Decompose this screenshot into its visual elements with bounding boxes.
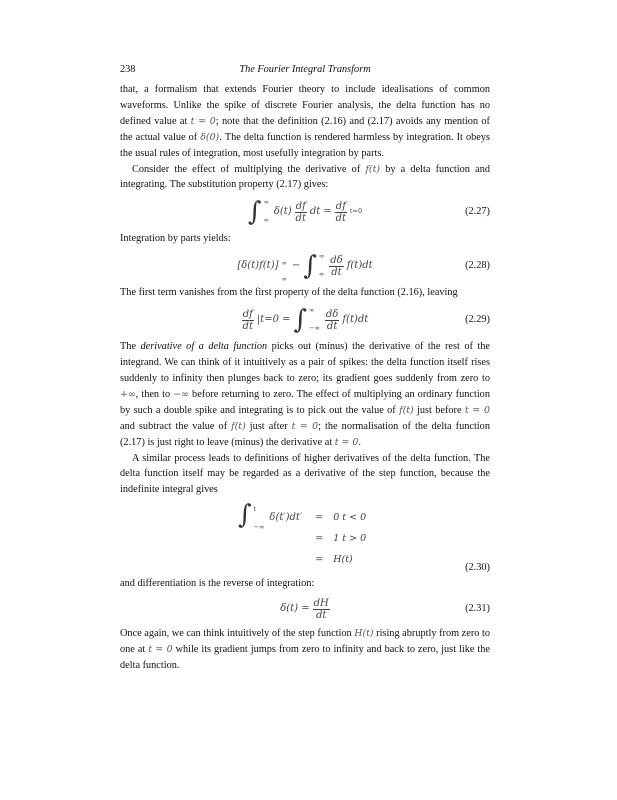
page-header — [120, 62, 490, 78]
paragraph-higher-derivatives: A similar process leads to definitions of higher derivatives of the delta function. The delta function itself may be regarded as a derivative of the step function, because the indefinite integral gives — [120, 452, 490, 496]
paragraph-step-function: Once again, we can think intuitively of the step function H(t) rising abruptly from zero to one at t = 0 while its gradient jumps from zero to infinity and back to zero, just like the delta function. — [120, 628, 490, 671]
equation-2-28: [δ(t)f(t)] ∞ ∞ − ∫ ∞ ∞ $\frac{d\delta}{dt}$ f(t)dt (2.28) — [237, 251, 490, 284]
paragraph-intro: that, a formalism that extends Fourier theory to include idealisations of common waveforms. Unlike the spike of discrete Fourier analysis, the delta function has no defined value at t = 0; note that the definition (2.16) and (2.17) avoids any mention of the actual value of δ(0). The delta function is rendered harmless by integration. It obeys the usual rules of integration, most usefully integration by parts. — [120, 84, 490, 159]
paragraph-differentiation: and differentiation is the reverse of integration: — [120, 578, 315, 590]
equation-2-29: $\frac{df}{dt}$ |t=0 = ∫ ∞ −∞ $\frac{d\delta}{dt}$ f(t)dt (2.29) — [242, 305, 490, 336]
paragraph-delta-derivative: The derivative of a delta function picks out (minus) the derivative of the rest of the integrand. We can think of it intuitively as a pair of spikes: the delta function itself rises suddenly to infinity then plunges back to zero; its gradient goes suddenly from zero to +∞, then to −∞ before returning to zero. The effect of multiplying an ordinary function by such a double spike and integrating is to pick out the value of f(t) just before t = 0 and subtract the value of f(t) just after t = 0; the normalisation of the delta function (2.17) is just right to leave (minus) the derivative at t = 0. — [120, 341, 490, 448]
paragraph-parts: Integration by parts yields: — [120, 233, 231, 245]
book-page — [120, 62, 490, 674]
equation-number: (2.28) — [465, 260, 490, 272]
equation-number: (2.27) — [465, 206, 490, 218]
running-title: The Fourier Integral Transform — [239, 64, 371, 75]
equation-2-30: ∫ t −∞ δ(t′)dt′ = 0 t < 0 = 1 t > 0 = H(t) (2.30) — [120, 502, 490, 576]
equation-2-27: ∫ ∞ ∞ δ(t) $\frac{df}{dt}$ dt = $\frac{df}{dt}$ t=0 (2.27) — [247, 197, 490, 228]
paragraph-first-term: The first term vanishes from the first property of the delta function (2.16), leaving — [120, 287, 458, 299]
equation-number: (2.29) — [465, 314, 490, 326]
equation-2-31: δ(t) = $\frac{dH}{dt}$ (2.31) — [280, 597, 490, 621]
equation-number: (2.30) — [465, 562, 490, 574]
equation-number: (2.31) — [465, 603, 490, 615]
paragraph-derivative: Consider the effect of multiplying the derivative of f(t) by a delta function and integrating. The substitution property (2.17) gives: — [120, 163, 490, 191]
page-number: 238 — [120, 64, 136, 75]
